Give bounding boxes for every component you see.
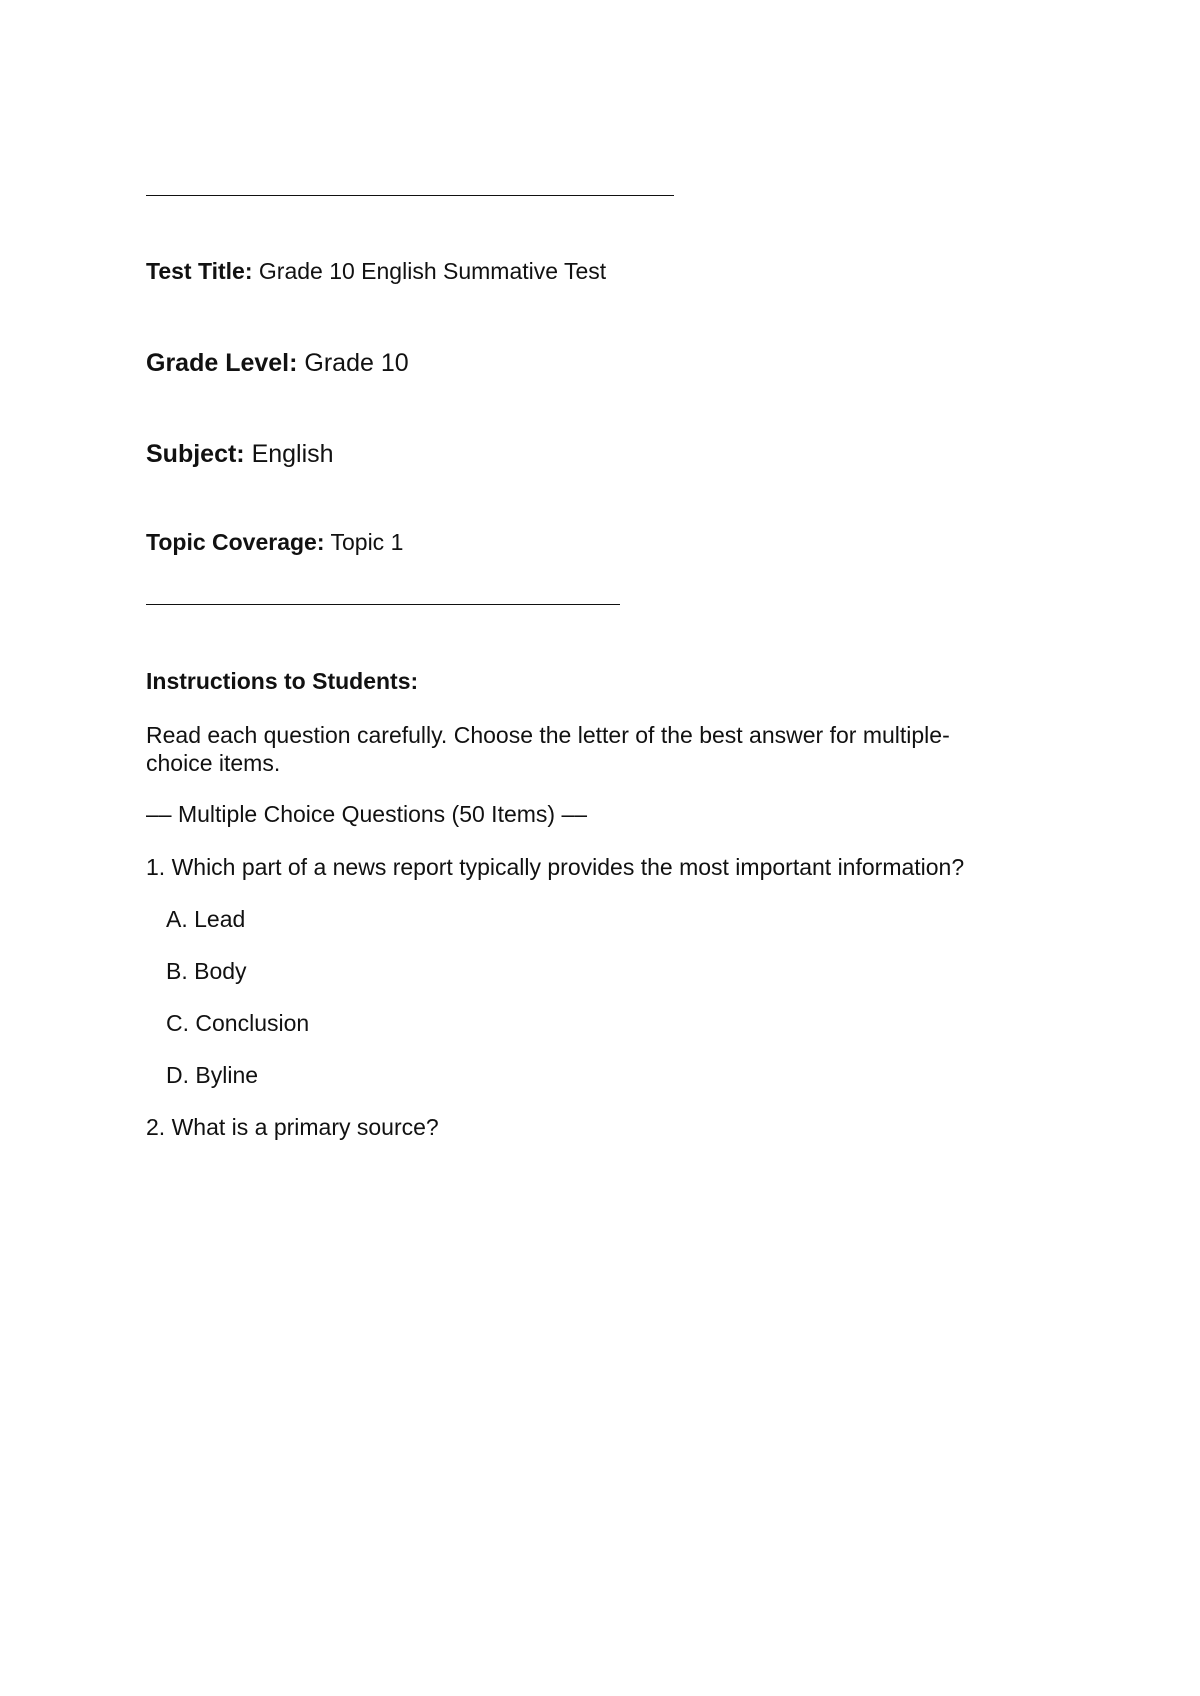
test-title-label: Test Title: xyxy=(146,258,253,284)
grade-level-row xyxy=(146,348,409,378)
question-1-option-b: B. Body xyxy=(166,958,247,984)
subject-label: Subject: xyxy=(146,440,245,468)
topic-coverage-row xyxy=(146,529,403,557)
question-2: 2. What is a primary source? xyxy=(146,1114,439,1140)
question-1: 1. Which part of a news report typically provides the most important information? xyxy=(146,854,965,880)
topic-coverage-label: Topic Coverage: xyxy=(146,529,325,555)
top-divider xyxy=(146,195,674,196)
subject-value: English xyxy=(251,440,334,468)
section-title: –– Multiple Choice Questions (50 Items) –– xyxy=(146,801,588,827)
question-1-option-d: D. Byline xyxy=(166,1062,259,1088)
test-title-value: Grade 10 English Summative Test xyxy=(258,258,607,284)
grade-level-value: Grade 10 xyxy=(304,349,409,377)
topic-coverage-value: Topic 1 xyxy=(330,529,404,555)
grade-level-label: Grade Level: xyxy=(146,349,298,377)
question-1-option-a: A. Lead xyxy=(166,906,246,932)
bottom-divider xyxy=(146,604,620,605)
subject-row xyxy=(146,439,334,469)
test-title-row xyxy=(146,258,606,286)
instructions-text: Read each question carefully. Choose the letter of the best answer for multiple-choice items. xyxy=(146,722,950,776)
question-1-option-c: C. Conclusion xyxy=(166,1010,310,1036)
instructions-heading: Instructions to Students: xyxy=(146,668,419,694)
